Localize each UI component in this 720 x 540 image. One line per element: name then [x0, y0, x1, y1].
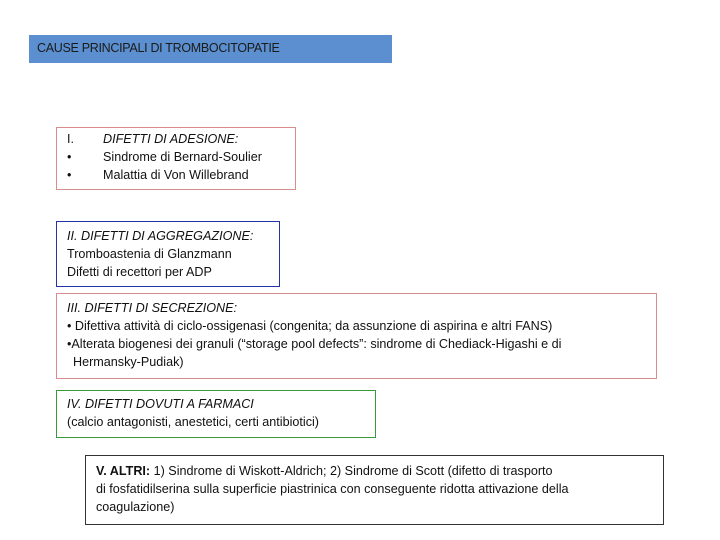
- section-adhesion-defects: [56, 127, 296, 190]
- bullet-icon: •: [67, 150, 72, 164]
- section-heading: DIFETTI DI ADESIONE:: [103, 132, 239, 146]
- roman-numeral: I.: [67, 132, 74, 146]
- bullet-icon: •: [67, 168, 72, 182]
- list-item: [67, 166, 295, 184]
- list-item-text: 1) Sindrome di Wiskott-Aldrich; 2) Sindrome di Scott (difetto di trasporto: [150, 464, 553, 478]
- section-drug-defects: [56, 390, 376, 438]
- section-heading: V. ALTRI:: [96, 464, 151, 478]
- list-item-text: •Alterata biogenesi dei granuli (“storage pool defects”: sindrome di Chediack-Higashi e di: [67, 337, 562, 351]
- section-heading: III. DIFETTI DI SECREZIONE:: [67, 301, 238, 315]
- list-item-text: (calcio antagonisti, anestetici, certi antibiotici): [67, 415, 319, 429]
- section-heading: IV. DIFETTI DOVUTI A FARMACI: [67, 397, 254, 411]
- section-other-causes: [85, 455, 664, 525]
- section-aggregation-defects: [56, 221, 280, 287]
- list-item-text: Hermansky-Pudiak): [73, 355, 184, 369]
- list-item-text: Difetti di recettori per ADP: [67, 265, 212, 279]
- list-item-text: Malattia di Von Willebrand: [103, 168, 249, 182]
- section-secretion-defects: [56, 293, 657, 379]
- list-item-text: Tromboastenia di Glanzmann: [67, 247, 232, 261]
- list-item-text: • Difettiva attività di ciclo-ossigenasi (congenita; da assunzione di aspirina e altri FANS): [67, 319, 553, 333]
- list-item: [67, 148, 295, 166]
- list-item-text: coagulazione): [96, 500, 175, 514]
- slide-title: CAUSE PRINCIPALI DI TROMBOCITOPATIE: [29, 35, 392, 63]
- section-heading: II. DIFETTI DI AGGREGAZIONE:: [67, 229, 254, 243]
- list-item-text: Sindrome di Bernard-Soulier: [103, 150, 262, 164]
- list-item-text: di fosfatidilserina sulla superficie piastrinica con conseguente ridotta attivazione della: [96, 482, 569, 496]
- list-item: [67, 130, 295, 148]
